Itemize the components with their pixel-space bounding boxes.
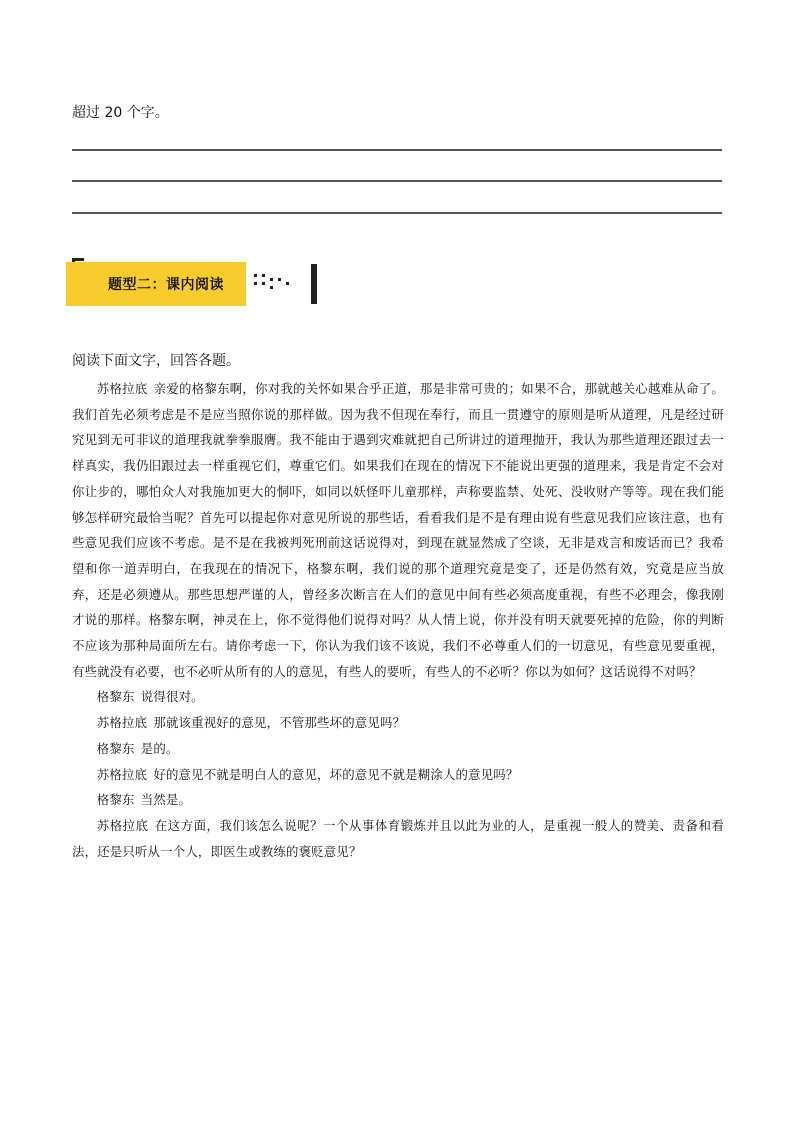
speaker-name: 苏格拉底 bbox=[96, 381, 148, 396]
speaker-name: 苏格拉底 bbox=[96, 766, 148, 782]
dialogue-paragraph bbox=[72, 762, 724, 788]
banner-edge-decoration bbox=[311, 264, 317, 304]
dialogue-paragraph bbox=[72, 787, 724, 813]
speaker-name: 苏格拉底 bbox=[96, 817, 149, 833]
dialogue-text: 那就该重视好的意见，不管那些坏的意见吗？ bbox=[153, 715, 406, 731]
dialogue-paragraph bbox=[72, 684, 724, 710]
section-banner bbox=[66, 258, 251, 306]
section-title: 题型二：课内阅读 bbox=[108, 277, 224, 293]
answer-line-1 bbox=[72, 149, 722, 151]
dialogue-paragraph bbox=[72, 813, 724, 864]
dialogue-text: 是的。 bbox=[140, 740, 179, 756]
dialogue-text: 好的意见不就是明白人的意见，坏的意见不就是糊涂人的意见吗？ bbox=[153, 766, 519, 782]
intro-text: 超过 20 个字。 bbox=[72, 105, 169, 121]
dialogue-paragraph bbox=[72, 376, 724, 684]
reading-passage bbox=[72, 376, 724, 864]
dialogue-paragraph bbox=[72, 710, 724, 736]
banner-dots-decoration bbox=[254, 274, 294, 290]
answer-line-2 bbox=[72, 180, 722, 182]
speaker-name: 苏格拉底 bbox=[96, 715, 148, 731]
dialogue-text: 在这方面，我们该怎么说呢？一个从事体育锻炼并且以此为业的人，是重视一般人的赞美、责备和看法，还是只听从一个人，即医生或教练的褒贬意见？ bbox=[72, 817, 724, 859]
dialogue-paragraph bbox=[72, 736, 724, 762]
speaker-name: 格黎东 bbox=[96, 689, 135, 705]
dialogue-text: 说得很对。 bbox=[140, 689, 204, 705]
answer-line-3 bbox=[72, 212, 722, 214]
dialogue-text: 当然是。 bbox=[140, 792, 192, 808]
speaker-name: 格黎东 bbox=[96, 740, 135, 756]
reading-prompt: 阅读下面文字，回答各题。 bbox=[72, 353, 240, 369]
speaker-name: 格黎东 bbox=[96, 792, 135, 808]
dialogue-text: 亲爱的格黎东啊，你对我的关怀如果合乎正道，那是非常可贵的；如果不合，那就越关心越难从命了。我们首先必须考虑是不是应当照你说的那样做。因为我不但现在奉行，而且一贯遵守的原则是听从道理，凡是经过研究见到无可非议的道理我就拳拳服膺。我不能由于遇到灾难就把自己所讲过的道理抛开，我认为那些道理还跟过去一样真实，我仍旧跟过去一样重视它们，尊重它们。如果我们在现在的情况下不能说出更强的道理来，我是肯定不会对你让步的，哪怕众人对我施加更大的恫吓，如同以妖怪吓儿童那样，声称要监禁、处死、没收财产等等。现在我们能够怎样研究最恰当呢？首先可以提起你对意见所说的那些话，看看我们是不是有理由说有些意见我们应该注意，也有些意见我们应该不考虑。是不是在我被判死刑前这话说得对，到现在就显然成了空谈，无非是戏言和废话而已？我希望和你一道弄明白，在我现在的情况下，格黎东啊，我们说的那个道理究竟是变了，还是仍然有效，究竟是应当放弃，还是必须遵从。那些思想严谨的人，曾经多次断言在人们的意见中间有些必须高度重视，有些不必理会，像我刚才说的那样。格黎东啊，神灵在上，你不觉得他们说得对吗？从人情上说，你并没有明天就要死掉的危险，你的判断不应该为那种局面所左右。请你考虑一下，你认为我们该不该说，我们不必尊重人们的一切意见，有些意见要重视，有些就没有必要，也不必听从所有的人的意见，有些人的要听，有些人的不必听？你以为如何？这话说得不对吗？ bbox=[72, 381, 724, 679]
